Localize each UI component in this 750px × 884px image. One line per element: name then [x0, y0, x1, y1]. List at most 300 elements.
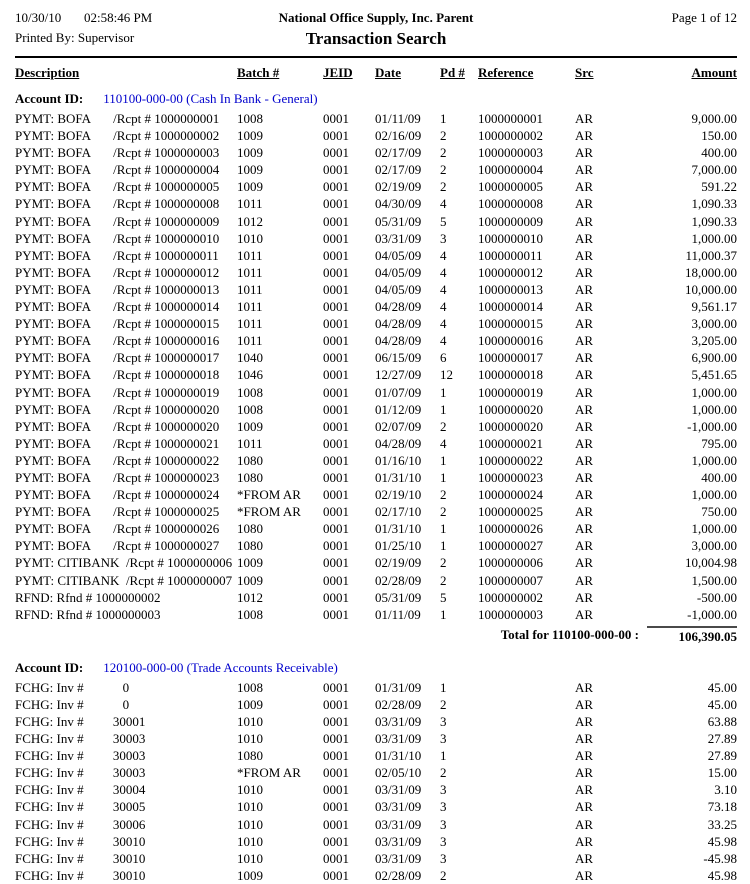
cell-reference: 1000000003 — [478, 606, 543, 622]
cell-reference: 1000000020 — [478, 418, 543, 434]
cell-src: AR — [575, 333, 594, 349]
transaction-row — [15, 469, 737, 486]
cell-pd: 4 — [440, 196, 447, 212]
cell-amount: 3,000.00 — [691, 316, 737, 332]
cell-description: PYMT: BOFA /Rcpt # 1000000009 — [15, 213, 220, 229]
cell-description: PYMT: CITIBANK /Rcpt # 1000000007 — [15, 572, 233, 588]
cell-date: 01/07/09 — [375, 384, 422, 400]
cell-jeid: 0001 — [323, 538, 349, 554]
cell-description: PYMT: BOFA /Rcpt # 1000000004 — [15, 162, 220, 178]
cell-src: AR — [575, 401, 594, 417]
cell-batch: 1010 — [237, 816, 263, 832]
cell-pd: 4 — [440, 281, 447, 297]
cell-date: 03/31/09 — [375, 731, 422, 747]
cell-date: 05/31/09 — [375, 589, 422, 605]
cell-pd: 5 — [440, 589, 447, 605]
cell-description: FCHG: Inv # 30004 — [15, 782, 146, 798]
cell-pd: 3 — [440, 782, 447, 798]
cell-pd: 3 — [440, 850, 447, 866]
cell-src: AR — [575, 435, 594, 451]
cell-amount: 1,090.33 — [691, 196, 737, 212]
transaction-row — [15, 332, 737, 349]
cell-description: PYMT: BOFA /Rcpt # 1000000002 — [15, 128, 220, 144]
page-header-line2 — [15, 30, 737, 49]
cell-date: 04/28/09 — [375, 333, 422, 349]
cell-jeid: 0001 — [323, 748, 349, 764]
cell-pd: 2 — [440, 418, 447, 434]
cell-reference — [478, 850, 575, 867]
cell-amount: 45.98 — [707, 867, 737, 883]
transaction-row — [15, 503, 737, 520]
cell-pd: 2 — [440, 696, 447, 712]
transaction-rows — [15, 679, 737, 884]
cell-jeid: 0001 — [323, 799, 349, 815]
cell-reference: 1000000016 — [478, 333, 543, 349]
cell-jeid: 0001 — [323, 367, 349, 383]
header-divider — [15, 56, 737, 58]
cell-src: AR — [575, 487, 594, 503]
transaction-row — [15, 713, 737, 730]
cell-jeid: 0001 — [323, 196, 349, 212]
account-id-link[interactable]: 120100-000-00 (Trade Accounts Receivable) — [103, 659, 338, 675]
cell-jeid: 0001 — [323, 572, 349, 588]
cell-amount: 10,004.98 — [685, 555, 737, 571]
cell-batch: 1010 — [237, 833, 263, 849]
cell-batch: 1009 — [237, 696, 263, 712]
column-header-batch: Batch # — [237, 65, 280, 80]
cell-date: 01/31/09 — [375, 679, 422, 695]
cell-batch: 1080 — [237, 469, 263, 485]
cell-amount: 400.00 — [701, 145, 737, 161]
cell-description: PYMT: BOFA /Rcpt # 1000000011 — [15, 247, 219, 263]
cell-date: 01/11/09 — [375, 111, 421, 126]
cell-jeid: 0001 — [323, 555, 349, 571]
cell-reference: 1000000020 — [478, 401, 543, 417]
cell-amount: 7,000.00 — [691, 162, 737, 178]
cell-pd: 3 — [440, 230, 447, 246]
cell-batch: 1011 — [237, 281, 263, 297]
printed-by: Printed By: Supervisor — [15, 30, 135, 45]
cell-pd: 4 — [440, 435, 447, 451]
cell-description: PYMT: BOFA /Rcpt # 1000000016 — [15, 333, 220, 349]
cell-reference — [478, 781, 575, 798]
cell-pd: 1 — [440, 111, 447, 126]
cell-description: PYMT: BOFA /Rcpt # 1000000020 — [15, 401, 220, 417]
cell-description: FCHG: Inv # 30010 — [15, 833, 146, 849]
cell-date: 03/31/09 — [375, 714, 422, 729]
cell-src: AR — [575, 731, 594, 747]
cell-batch: 1080 — [237, 452, 263, 468]
cell-src: AR — [575, 850, 594, 866]
cell-amount: 10,000.00 — [685, 281, 737, 297]
cell-date: 04/05/09 — [375, 247, 422, 263]
cell-pd: 4 — [440, 264, 447, 280]
cell-batch: 1009 — [237, 572, 263, 588]
cell-pd: 1 — [440, 606, 447, 622]
transaction-row — [15, 833, 737, 850]
cell-description: PYMT: BOFA /Rcpt # 1000000022 — [15, 452, 220, 468]
cell-amount: 150.00 — [701, 128, 737, 144]
cell-pd: 3 — [440, 799, 447, 815]
cell-date: 04/28/09 — [375, 435, 422, 451]
transaction-row — [15, 435, 737, 452]
cell-reference — [478, 679, 575, 696]
sections — [15, 90, 737, 884]
cell-date: 03/31/09 — [375, 816, 422, 832]
cell-pd: 2 — [440, 572, 447, 588]
cell-src: AR — [575, 316, 594, 332]
cell-jeid: 0001 — [323, 264, 349, 280]
cell-src: AR — [575, 572, 594, 588]
cell-description: PYMT: BOFA /Rcpt # 1000000025 — [15, 504, 220, 520]
transaction-row — [15, 679, 737, 696]
cell-jeid: 0001 — [323, 765, 349, 781]
cell-amount: 5,451.65 — [691, 367, 737, 383]
cell-reference: 1000000019 — [478, 384, 543, 400]
cell-reference: 1000000004 — [478, 162, 543, 178]
account-section — [15, 90, 737, 646]
cell-batch: 1009 — [237, 179, 263, 195]
transaction-row — [15, 384, 737, 401]
account-id-link[interactable]: 110100-000-00 (Cash In Bank - General) — [103, 91, 318, 106]
cell-amount: -1,000.00 — [687, 606, 737, 622]
cell-jeid: 0001 — [323, 213, 349, 229]
cell-amount: 1,000.00 — [691, 230, 737, 246]
cell-jeid: 0001 — [323, 731, 349, 747]
cell-jeid: 0001 — [323, 833, 349, 849]
transaction-row — [15, 315, 737, 332]
cell-reference: 1000000010 — [478, 230, 543, 246]
column-header-date: Date — [375, 65, 401, 80]
transaction-row — [15, 401, 737, 418]
cell-jeid: 0001 — [323, 128, 349, 144]
transaction-row — [15, 161, 737, 178]
cell-reference — [478, 713, 575, 730]
cell-amount: 45.00 — [707, 696, 737, 712]
cell-amount: 400.00 — [701, 469, 737, 485]
cell-reference: 1000000015 — [478, 316, 543, 332]
cell-date: 01/12/09 — [375, 401, 422, 417]
cell-description: PYMT: BOFA /Rcpt # 1000000023 — [15, 469, 220, 485]
cell-date: 02/28/09 — [375, 696, 422, 712]
transaction-row — [15, 606, 737, 623]
cell-batch: 1008 — [237, 606, 263, 622]
cell-amount: 3,000.00 — [691, 538, 737, 554]
cell-amount: 750.00 — [701, 504, 737, 520]
cell-reference: 1000000008 — [478, 196, 543, 212]
cell-description: PYMT: BOFA /Rcpt # 1000000027 — [15, 538, 220, 554]
cell-pd: 2 — [440, 145, 447, 161]
cell-batch: 1009 — [237, 128, 263, 144]
cell-src: AR — [575, 538, 594, 554]
column-header-src: Src — [575, 65, 594, 80]
transaction-row — [15, 486, 737, 503]
cell-batch: 1009 — [237, 145, 263, 161]
cell-src: AR — [575, 782, 594, 798]
cell-src: AR — [575, 714, 594, 729]
cell-description: PYMT: BOFA /Rcpt # 1000000015 — [15, 316, 220, 332]
cell-date: 05/31/09 — [375, 213, 422, 229]
cell-src: AR — [575, 418, 594, 434]
cell-description: FCHG: Inv # 30003 — [15, 765, 146, 781]
cell-description: PYMT: BOFA /Rcpt # 1000000018 — [15, 367, 220, 383]
cell-description: PYMT: BOFA /Rcpt # 1000000017 — [15, 350, 220, 366]
cell-src: AR — [575, 162, 594, 178]
cell-amount: 33.25 — [707, 816, 737, 832]
cell-amount: 18,000.00 — [685, 264, 737, 280]
cell-pd: 1 — [440, 679, 447, 695]
cell-pd: 5 — [440, 213, 447, 229]
account-id-label: Account ID: — [15, 91, 84, 106]
cell-src: AR — [575, 679, 594, 695]
cell-src: AR — [575, 384, 594, 400]
transaction-row — [15, 264, 737, 281]
cell-jeid: 0001 — [323, 435, 349, 451]
cell-batch: 1010 — [237, 799, 263, 815]
cell-pd: 4 — [440, 316, 447, 332]
cell-description: FCHG: Inv # 30001 — [15, 714, 146, 729]
cell-description: PYMT: BOFA /Rcpt # 1000000020 — [15, 418, 220, 434]
cell-src: AR — [575, 264, 594, 280]
cell-jeid: 0001 — [323, 504, 349, 520]
cell-amount: 15.00 — [707, 765, 737, 781]
cell-date: 02/19/09 — [375, 179, 422, 195]
transaction-row — [15, 127, 737, 144]
cell-src: AR — [575, 196, 594, 212]
account-id-line — [15, 90, 737, 108]
cell-date: 02/17/10 — [375, 504, 422, 520]
cell-pd: 2 — [440, 487, 447, 503]
cell-reference — [478, 833, 575, 850]
section-total-amount: 106,390.05 — [647, 626, 737, 646]
cell-description: FCHG: Inv # 30010 — [15, 850, 146, 866]
transaction-row — [15, 764, 737, 781]
cell-batch: *FROM AR — [237, 765, 301, 781]
cell-batch: 1080 — [237, 521, 263, 537]
cell-jeid: 0001 — [323, 606, 349, 622]
cell-jeid: 0001 — [323, 281, 349, 297]
cell-jeid: 0001 — [323, 179, 349, 195]
cell-reference — [478, 747, 575, 764]
cell-description: PYMT: BOFA /Rcpt # 1000000024 — [15, 487, 220, 503]
cell-pd: 3 — [440, 714, 447, 729]
transaction-row — [15, 195, 737, 212]
cell-description: RFND: Rfnd # 1000000002 — [15, 589, 161, 605]
cell-reference: 1000000011 — [478, 247, 543, 263]
cell-pd: 6 — [440, 350, 447, 366]
transaction-row — [15, 747, 737, 764]
cell-amount: 1,000.00 — [691, 487, 737, 503]
cell-jeid: 0001 — [323, 162, 349, 178]
cell-pd: 1 — [440, 469, 447, 485]
section-total-label: Total for 110100-000-00 : — [500, 626, 639, 642]
cell-src: AR — [575, 696, 594, 712]
cell-amount: 1,000.00 — [691, 521, 737, 537]
cell-reference: 1000000012 — [478, 264, 543, 280]
cell-src: AR — [575, 179, 594, 195]
cell-amount: 795.00 — [701, 435, 737, 451]
cell-pd: 1 — [440, 452, 447, 468]
cell-description: FCHG: Inv # 30006 — [15, 816, 146, 832]
cell-batch: 1012 — [237, 589, 263, 605]
cell-jeid: 0001 — [323, 469, 349, 485]
cell-reference: 1000000027 — [478, 538, 543, 554]
transaction-row — [15, 589, 737, 606]
cell-batch: 1008 — [237, 401, 263, 417]
cell-amount: 27.89 — [707, 731, 737, 747]
cell-date: 01/16/10 — [375, 452, 422, 468]
transaction-row — [15, 850, 737, 867]
transaction-row — [15, 213, 737, 230]
cell-reference — [478, 798, 575, 815]
cell-src: AR — [575, 230, 594, 246]
cell-jeid: 0001 — [323, 247, 349, 263]
transaction-row — [15, 572, 737, 589]
transaction-row — [15, 366, 737, 383]
column-header-jeid: JEID — [323, 65, 353, 80]
cell-batch: 1010 — [237, 714, 263, 729]
section-total-row — [15, 626, 737, 646]
cell-reference: 1000000013 — [478, 281, 543, 297]
cell-pd: 2 — [440, 555, 447, 571]
transaction-row — [15, 298, 737, 315]
cell-amount: 9,561.17 — [691, 299, 737, 315]
cell-batch: 1011 — [237, 435, 263, 451]
cell-reference: 1000000014 — [478, 299, 543, 315]
cell-batch: 1080 — [237, 748, 263, 764]
transaction-rows — [15, 110, 737, 623]
cell-description: FCHG: Inv # 30003 — [15, 731, 146, 747]
cell-description: PYMT: BOFA /Rcpt # 1000000001 — [15, 111, 220, 126]
cell-jeid: 0001 — [323, 521, 349, 537]
cell-reference: 1000000007 — [478, 572, 543, 588]
cell-batch: 1010 — [237, 782, 263, 798]
cell-amount: -45.98 — [703, 850, 737, 866]
cell-src: AR — [575, 765, 594, 781]
cell-jeid: 0001 — [323, 401, 349, 417]
transaction-row — [15, 230, 737, 247]
cell-date: 02/16/09 — [375, 128, 422, 144]
cell-batch: 1040 — [237, 350, 263, 366]
cell-date: 04/30/09 — [375, 196, 422, 212]
transaction-row — [15, 816, 737, 833]
cell-description: PYMT: BOFA /Rcpt # 1000000010 — [15, 230, 220, 246]
cell-pd: 2 — [440, 867, 447, 883]
cell-src: AR — [575, 555, 594, 571]
cell-jeid: 0001 — [323, 696, 349, 712]
cell-src: AR — [575, 469, 594, 485]
cell-amount: 73.18 — [707, 799, 737, 815]
cell-pd: 1 — [440, 521, 447, 537]
cell-reference: 1000000023 — [478, 469, 543, 485]
cell-reference: 1000000005 — [478, 179, 543, 195]
cell-src: AR — [575, 833, 594, 849]
cell-src: AR — [575, 867, 594, 883]
cell-description: PYMT: BOFA /Rcpt # 1000000019 — [15, 384, 220, 400]
cell-description: PYMT: BOFA /Rcpt # 1000000012 — [15, 264, 220, 280]
account-id-line — [15, 659, 737, 677]
cell-batch: 1011 — [237, 316, 263, 332]
cell-batch: 1046 — [237, 367, 263, 383]
transaction-row — [15, 418, 737, 435]
cell-batch: 1012 — [237, 213, 263, 229]
transaction-row — [15, 247, 737, 264]
cell-jeid: 0001 — [323, 350, 349, 366]
cell-batch: 1011 — [237, 333, 263, 349]
cell-jeid: 0001 — [323, 816, 349, 832]
cell-reference: 1000000026 — [478, 521, 543, 537]
cell-pd: 1 — [440, 748, 447, 764]
cell-batch: 1009 — [237, 418, 263, 434]
cell-date: 01/25/10 — [375, 538, 422, 554]
cell-src: AR — [575, 111, 594, 126]
cell-amount: 1,000.00 — [691, 452, 737, 468]
cell-batch: 1011 — [237, 196, 263, 212]
cell-description: PYMT: BOFA /Rcpt # 1000000026 — [15, 521, 220, 537]
cell-reference — [478, 816, 575, 833]
cell-reference: 1000000018 — [478, 367, 543, 383]
column-header-description: Description — [15, 65, 80, 80]
cell-amount: 591.22 — [701, 179, 737, 195]
transaction-row — [15, 178, 737, 195]
cell-src: AR — [575, 504, 594, 520]
cell-jeid: 0001 — [323, 782, 349, 798]
cell-date: 02/05/10 — [375, 765, 422, 781]
column-header-amount: Amount — [691, 65, 737, 80]
cell-jeid: 0001 — [323, 850, 349, 866]
cell-pd: 3 — [440, 816, 447, 832]
cell-src: AR — [575, 128, 594, 144]
cell-jeid: 0001 — [323, 452, 349, 468]
cell-batch: 1010 — [237, 850, 263, 866]
cell-src: AR — [575, 521, 594, 537]
cell-description: PYMT: BOFA /Rcpt # 1000000021 — [15, 435, 220, 451]
cell-description: PYMT: BOFA /Rcpt # 1000000005 — [15, 179, 220, 195]
cell-date: 04/28/09 — [375, 316, 422, 332]
cell-jeid: 0001 — [323, 333, 349, 349]
cell-jeid: 0001 — [323, 487, 349, 503]
cell-pd: 3 — [440, 731, 447, 747]
cell-batch: 1009 — [237, 555, 263, 571]
cell-reference: 1000000025 — [478, 504, 543, 520]
cell-batch: 1011 — [237, 247, 263, 263]
cell-amount: 11,000.37 — [685, 247, 737, 263]
cell-src: AR — [575, 452, 594, 468]
cell-pd: 1 — [440, 401, 447, 417]
cell-pd: 4 — [440, 247, 447, 263]
cell-batch: 1010 — [237, 731, 263, 747]
transaction-row — [15, 281, 737, 298]
cell-jeid: 0001 — [323, 867, 349, 883]
cell-batch: 1008 — [237, 111, 263, 126]
cell-date: 03/31/09 — [375, 230, 422, 246]
cell-reference: 1000000002 — [478, 589, 543, 605]
cell-batch: 1008 — [237, 679, 263, 695]
cell-reference: 1000000002 — [478, 128, 543, 144]
column-header-reference: Reference — [478, 65, 534, 80]
cell-jeid: 0001 — [323, 145, 349, 161]
cell-reference — [478, 696, 575, 713]
cell-date: 01/31/10 — [375, 521, 422, 537]
cell-batch: 1010 — [237, 230, 263, 246]
cell-reference: 1000000021 — [478, 435, 543, 451]
transaction-row — [15, 110, 737, 127]
cell-pd: 2 — [440, 128, 447, 144]
cell-reference: 1000000009 — [478, 213, 543, 229]
cell-description: FCHG: Inv # 30010 — [15, 867, 146, 883]
cell-reference — [478, 764, 575, 781]
cell-reference: 1000000017 — [478, 350, 543, 366]
